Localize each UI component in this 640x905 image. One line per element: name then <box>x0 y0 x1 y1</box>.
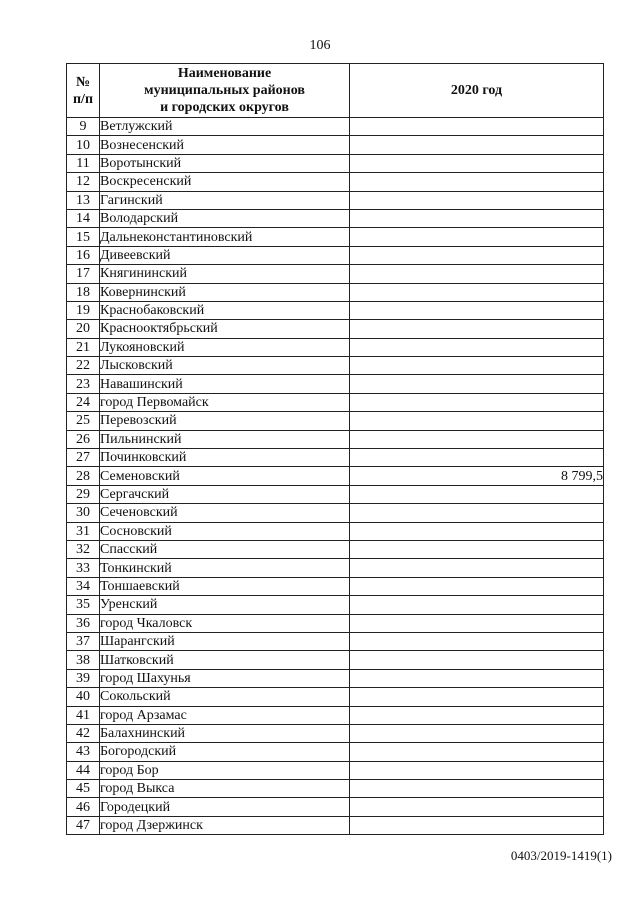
row-number: 32 <box>67 540 100 558</box>
table-row <box>67 706 604 724</box>
row-number: 12 <box>67 173 100 191</box>
row-value <box>350 154 604 172</box>
row-name: Городецкий <box>100 798 350 816</box>
table-row <box>67 301 604 319</box>
row-number: 13 <box>67 191 100 209</box>
row-value <box>350 136 604 154</box>
municipal-table <box>66 63 604 835</box>
table-row <box>67 320 604 338</box>
table-row <box>67 596 604 614</box>
table-row <box>67 357 604 375</box>
row-number: 26 <box>67 430 100 448</box>
table-row <box>67 522 604 540</box>
table-row <box>67 430 604 448</box>
row-name: Тоншаевский <box>100 577 350 595</box>
table-row <box>67 228 604 246</box>
row-value <box>350 780 604 798</box>
table-row <box>67 118 604 136</box>
table-row <box>67 724 604 742</box>
row-value <box>350 393 604 411</box>
row-value <box>350 338 604 356</box>
table-row <box>67 780 604 798</box>
row-name: Ветлужский <box>100 118 350 136</box>
row-number: 30 <box>67 504 100 522</box>
row-name: Починковский <box>100 449 350 467</box>
row-number: 16 <box>67 246 100 264</box>
row-name: Воротынский <box>100 154 350 172</box>
row-name: Уренский <box>100 596 350 614</box>
row-name: Балахнинский <box>100 724 350 742</box>
row-value <box>350 412 604 430</box>
row-value <box>350 816 604 834</box>
row-value <box>350 798 604 816</box>
row-number: 42 <box>67 724 100 742</box>
table-row <box>67 761 604 779</box>
row-name: город Арзамас <box>100 706 350 724</box>
row-name: Гагинский <box>100 191 350 209</box>
row-name: Шатковский <box>100 651 350 669</box>
row-name: город Чкаловск <box>100 614 350 632</box>
row-number: 19 <box>67 301 100 319</box>
row-name: Тонкинский <box>100 559 350 577</box>
row-number: 40 <box>67 688 100 706</box>
row-value <box>350 283 604 301</box>
row-number: 10 <box>67 136 100 154</box>
table-row <box>67 559 604 577</box>
table-row <box>67 651 604 669</box>
table-row <box>67 375 604 393</box>
table-row <box>67 632 604 650</box>
row-number: 23 <box>67 375 100 393</box>
row-name: Навашинский <box>100 375 350 393</box>
table-header-row <box>67 64 604 118</box>
row-value <box>350 706 604 724</box>
row-value: 8 799,5 <box>350 467 604 485</box>
row-name: город Дзержинск <box>100 816 350 834</box>
row-value <box>350 596 604 614</box>
row-number: 41 <box>67 706 100 724</box>
row-name: Княгининский <box>100 265 350 283</box>
row-name: Перевозский <box>100 412 350 430</box>
row-value <box>350 320 604 338</box>
table-row <box>67 265 604 283</box>
page-number: 106 <box>309 38 331 53</box>
table-row <box>67 393 604 411</box>
table-row <box>67 688 604 706</box>
row-number: 44 <box>67 761 100 779</box>
table-row <box>67 540 604 558</box>
row-name: Ковернинский <box>100 283 350 301</box>
row-name: Сергачский <box>100 485 350 503</box>
row-value <box>350 173 604 191</box>
row-value <box>350 228 604 246</box>
row-number: 14 <box>67 209 100 227</box>
row-number: 15 <box>67 228 100 246</box>
row-number: 11 <box>67 154 100 172</box>
row-value <box>350 522 604 540</box>
row-name: Спасский <box>100 540 350 558</box>
table-row <box>67 577 604 595</box>
table-row <box>67 209 604 227</box>
header-name <box>100 64 350 118</box>
table-row <box>67 485 604 503</box>
row-number: 18 <box>67 283 100 301</box>
row-value <box>350 265 604 283</box>
row-name: Дальнеконстантиновский <box>100 228 350 246</box>
row-value <box>350 449 604 467</box>
row-name: город Выкса <box>100 780 350 798</box>
row-name: Семеновский <box>100 467 350 485</box>
row-name: Сокольский <box>100 688 350 706</box>
row-number: 29 <box>67 485 100 503</box>
row-value <box>350 669 604 687</box>
row-number: 9 <box>67 118 100 136</box>
header-name-line-1: Наименование <box>177 66 272 81</box>
row-number: 38 <box>67 651 100 669</box>
row-name: город Первомайск <box>100 393 350 411</box>
row-number: 25 <box>67 412 100 430</box>
row-value <box>350 688 604 706</box>
row-name: Богородский <box>100 743 350 761</box>
row-number: 39 <box>67 669 100 687</box>
table-row <box>67 283 604 301</box>
row-number: 27 <box>67 449 100 467</box>
row-value <box>350 540 604 558</box>
row-name: Пильнинский <box>100 430 350 448</box>
row-value <box>350 724 604 742</box>
row-value <box>350 559 604 577</box>
row-value <box>350 209 604 227</box>
row-number: 33 <box>67 559 100 577</box>
row-number: 24 <box>67 393 100 411</box>
row-name: Шарангский <box>100 632 350 650</box>
row-name: Сеченовский <box>100 504 350 522</box>
table-row <box>67 798 604 816</box>
row-number: 28 <box>67 467 100 485</box>
header-name-line-2: муниципальных районов <box>144 83 305 98</box>
row-name: Лукояновский <box>100 338 350 356</box>
row-name: Дивеевский <box>100 246 350 264</box>
header-number-line-2: п/п <box>72 91 94 107</box>
table-row <box>67 246 604 264</box>
table-row <box>67 136 604 154</box>
document-code: 0403/2019-1419(1) <box>510 848 612 863</box>
row-value <box>350 761 604 779</box>
row-value <box>350 430 604 448</box>
row-name: город Шахунья <box>100 669 350 687</box>
row-value <box>350 632 604 650</box>
table-row <box>67 467 604 485</box>
table-row <box>67 154 604 172</box>
table-row <box>67 614 604 632</box>
table-row <box>67 338 604 356</box>
row-name: Краснобаковский <box>100 301 350 319</box>
header-number-line-1: № <box>75 74 91 90</box>
row-value <box>350 504 604 522</box>
row-value <box>350 375 604 393</box>
row-number: 34 <box>67 577 100 595</box>
row-number: 47 <box>67 816 100 834</box>
row-value <box>350 743 604 761</box>
header-name-line-3: и городских округов <box>160 100 289 115</box>
table-row <box>67 191 604 209</box>
row-number: 21 <box>67 338 100 356</box>
row-name: Володарский <box>100 209 350 227</box>
row-name: Воскресенский <box>100 173 350 191</box>
row-value <box>350 614 604 632</box>
row-number: 46 <box>67 798 100 816</box>
row-number: 36 <box>67 614 100 632</box>
row-value <box>350 485 604 503</box>
row-number: 45 <box>67 780 100 798</box>
row-value <box>350 357 604 375</box>
table-row <box>67 412 604 430</box>
row-number: 37 <box>67 632 100 650</box>
row-value <box>350 651 604 669</box>
row-number: 17 <box>67 265 100 283</box>
row-name: Вознесенский <box>100 136 350 154</box>
row-value <box>350 118 604 136</box>
table-row <box>67 816 604 834</box>
row-name: Сосновский <box>100 522 350 540</box>
row-number: 22 <box>67 357 100 375</box>
row-name: Лысковский <box>100 357 350 375</box>
row-number: 35 <box>67 596 100 614</box>
row-value <box>350 301 604 319</box>
table-body <box>67 118 604 835</box>
row-number: 20 <box>67 320 100 338</box>
row-number: 43 <box>67 743 100 761</box>
table-row <box>67 504 604 522</box>
table-row <box>67 743 604 761</box>
table-row <box>67 449 604 467</box>
row-number: 31 <box>67 522 100 540</box>
table-row <box>67 669 604 687</box>
table-row <box>67 173 604 191</box>
row-value <box>350 246 604 264</box>
row-name: Краснооктябрьский <box>100 320 350 338</box>
row-value <box>350 577 604 595</box>
row-value <box>350 191 604 209</box>
header-year: 2020 год <box>350 64 604 118</box>
row-name: город Бор <box>100 761 350 779</box>
header-number <box>67 64 100 118</box>
